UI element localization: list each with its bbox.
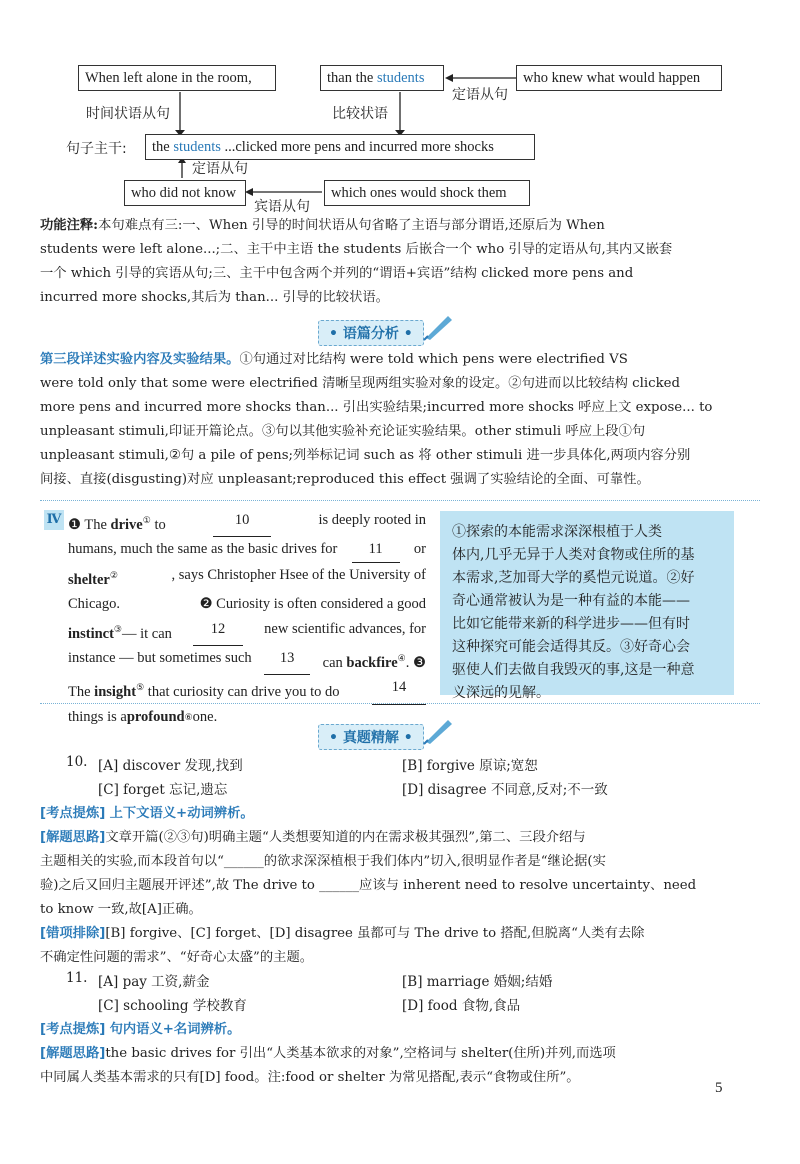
q10-option-a: [A] discover 发现,找到 bbox=[98, 758, 243, 774]
passage-line: The insight⑤ that curiosity can drive you to do 14 bbox=[68, 675, 426, 704]
page-number: 5 bbox=[715, 1080, 723, 1096]
q11-option-c: [C] schooling 学校教育 bbox=[98, 998, 247, 1014]
discourse-analysis: 第三段详述实验内容及实验结果。①句通过对比结构 were told which pens were electrified VS were told only that some were electrified 清晰呈现两组实验对象的设定。②句进而以比较结构 clicked more pens and incurred more shocks than... 引出实验结果;incurred more shocks 呼应上文 expose... to unpleasant stimuli,印证开篇论点。③句以其他实验补充论证实验结果。other stimuli 呼应上段①句 unpleasant stimuli,②句 a pile of pens;列举标记词 such as 将 other stimuli 进一步具体化,两项内容分别 间接、直接(disgusting)对应 unpleasant;reproduced this effect 强调了实验结论的全面、可靠性。 bbox=[40, 352, 713, 487]
diagram-label-time: 时间状语从句 bbox=[86, 106, 170, 122]
q10-option-b: [B] forgive 原谅;宽恕 bbox=[402, 758, 538, 774]
dotted-divider bbox=[40, 500, 760, 501]
q11-explanation: [考点提炼] 句内语义+名词辨析。 [解题思路]the basic drives for 引出“人类基本欲求的对象”,空格词与 shelter(住所)并列,而选项 中同属人类基本需求的只有[D] food。注:food or shelter 为常见搭配,表示“食物或住所”。 bbox=[40, 1022, 616, 1085]
passage-line: humans, much the same as the basic drives for 11 or bbox=[68, 537, 426, 563]
dotted-divider bbox=[40, 703, 760, 704]
function-notes: 功能注释:本句难点有三:一、When 引导的时间状语从句省略了主语与部分谓语,还原后为 When students were left alone...;二、主干中主语 the students 后嵌合一个 who 引导的定语从句,其内又嵌套 一个 which 引导的宾语从句;三、主干中包含两个并列的“谓语+宾语”结构 clicked more pens and incurred more shocks,其后为 than... 引导的比较状语。 bbox=[40, 218, 673, 305]
analysis-heading: 第三段详述实验内容及实验结果。 bbox=[40, 352, 240, 367]
pen-icon bbox=[422, 312, 456, 342]
passage-line: ❶ The drive① to 10 is deeply rooted in bbox=[68, 508, 426, 537]
blank-11: 11 bbox=[352, 537, 400, 563]
diagram-box-time-clause: When left alone in the room, bbox=[78, 65, 276, 91]
blank-12: 12 bbox=[193, 617, 243, 646]
blank-14: 14 bbox=[372, 675, 426, 704]
paragraph-number: Ⅳ bbox=[44, 510, 64, 530]
translation-box: ①探索的本能需求深深根植于人类 体内,几乎无异于人类对食物或住所的基 本需求,芝加哥大学的奚恺元说道。②好 奇心通常被认为是一种有益的本能—— 比如它能带来新的科学进步——但有时 这种探究可能会适得其反。③好奇心会 驱使人们去做自我毁灭的事,这是一种意 义深远的见解。 bbox=[440, 511, 734, 695]
section-badge-discourse-analysis: • 语篇分析 • bbox=[318, 320, 424, 346]
diagram-box-object-clause: which ones would shock them bbox=[324, 180, 530, 206]
diagram-box-attributive-1: who knew what would happen bbox=[516, 65, 722, 91]
q10-option-d: [D] disagree 不同意,反对;不一致 bbox=[402, 782, 608, 798]
diagram-box-comparison: than the students bbox=[320, 65, 444, 91]
diagram-box-attributive-2: who did not know bbox=[124, 180, 246, 206]
section-badge-exam-answers: • 真题精解 • bbox=[318, 724, 424, 750]
notes-heading: 功能注释: bbox=[40, 218, 99, 233]
q10-option-c: [C] forget 忘记,遗忘 bbox=[98, 782, 228, 798]
q10-explanation: [考点提炼] 上下文语义+动词辨析。 [解题思路]文章开篇(②③句)明确主题“人类想要知道的内在需求极其强烈”,第二、三段介绍与 主题相关的实验,而本段首句以“______的欲求深深植根于我们体内”切入,很明显作者是“继论据(实 验)之后又回归主题展开评述”,故 The drive to ______应该与 inherent need to resolve uncertainty、need to know 一致,故[A]正确。 [错项排除][B] forgive、[C] forget、[D] disagree 虽都可与 The drive to 搭配,但脱离“人类有去除 不确定性问题的需求”、“好奇心太盛”的主题。 bbox=[40, 806, 697, 965]
q11-option-a: [A] pay 工资,薪金 bbox=[98, 974, 210, 990]
passage-line: instinct③— it can 12 new scientific advances, for bbox=[68, 617, 426, 646]
diagram-label-comparison: 比较状语 bbox=[332, 106, 388, 122]
diagram-label-attributive-2: 定语从句 bbox=[192, 161, 248, 177]
q10-number: 10. bbox=[66, 754, 88, 770]
blank-10: 10 bbox=[213, 508, 271, 537]
diagram-box-main-clause: the students ...clicked more pens and incurred more shocks bbox=[145, 134, 535, 160]
q11-option-d: [D] food 食物,食品 bbox=[402, 998, 521, 1014]
diagram-label-attributive-1: 定语从句 bbox=[452, 87, 508, 103]
pen-icon bbox=[422, 716, 456, 746]
diagram-label-main: 句子主干: bbox=[66, 141, 127, 157]
passage-line: things is a profound ⑥ one. bbox=[68, 708, 218, 725]
blank-13: 13 bbox=[264, 646, 310, 675]
passage-line: Chicago. ❷ Curiosity is often considered a good bbox=[68, 596, 426, 613]
passage-text bbox=[68, 508, 426, 729]
passage-line: shelter② , says Christopher Hsee of the University of bbox=[68, 566, 426, 588]
q11-option-b: [B] marriage 婚姻;结婚 bbox=[402, 974, 553, 990]
passage-line: instance — but sometimes such 13 can backfire④. ❸ bbox=[68, 646, 426, 675]
diagram-label-object: 宾语从句 bbox=[254, 199, 310, 215]
q11-number: 11. bbox=[66, 970, 88, 986]
